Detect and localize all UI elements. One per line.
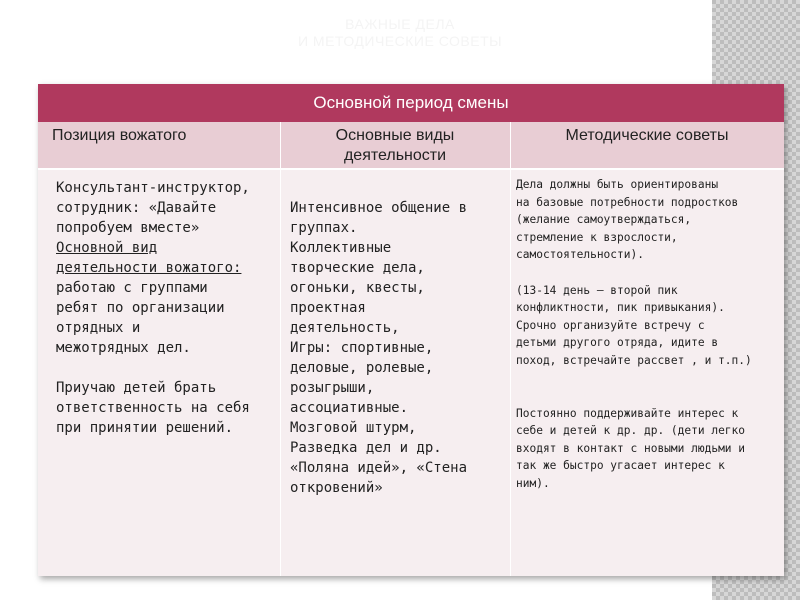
table-header: Основной период смены — [38, 84, 784, 122]
column-header-activities-line: Основные виды — [335, 127, 455, 144]
text-line: работаю с группами — [56, 280, 208, 296]
text-line: «Поляна идей», «Стена — [290, 460, 468, 476]
text-line: ассоциативные. — [290, 400, 409, 416]
column-header-activities — [280, 122, 510, 168]
text-line: Консультант-инструктор, — [56, 180, 250, 196]
text-line: группах. — [290, 220, 358, 236]
text-line: деловые, ролевые, — [290, 360, 434, 376]
text-line: ответственность на себя — [56, 400, 250, 416]
text-line: творческие дела, — [290, 260, 425, 276]
text-line: Коллективные — [290, 240, 392, 256]
text-line: сотрудник: «Давайте — [56, 200, 217, 216]
text-line: входят в контакт с новыми людьми и — [516, 441, 746, 455]
text-line: стремление к взрослости, — [516, 230, 678, 244]
slide-title-line-2: И МЕТОДИЧЕСКИЕ СОВЕТЫ — [297, 33, 503, 49]
text-line: себе и детей к др. др. (дети легко — [516, 424, 746, 438]
column-header-position: Позиция вожатого — [38, 122, 280, 168]
slide-title-line-1: ВАЖНЫЕ ДЕЛА — [345, 16, 455, 32]
text-line: межотрядных дел. — [56, 340, 191, 356]
text-line: Игры: спортивные, — [290, 340, 434, 356]
slide-title — [0, 16, 800, 50]
cell-methodical-advice — [510, 168, 784, 576]
text-line: попробуем вместе» — [56, 220, 200, 236]
text-line: огоньки, квесты, — [290, 280, 425, 296]
text-line: Мозговой штурм, — [290, 420, 417, 436]
column-header-activities-line: деятельности — [343, 147, 447, 164]
column-header-advice: Методические советы — [510, 122, 784, 168]
column-divider — [280, 122, 281, 576]
text-line: розыгрыши, — [290, 380, 375, 396]
text-line: при принятии решений. — [56, 420, 234, 436]
underlined-text-line: Основной вид — [56, 240, 158, 256]
text-line: (желание самоутверждаться, — [516, 213, 692, 227]
text-line: Срочно организуйте встречу с — [516, 318, 705, 332]
text-line: поход, встречайте рассвет , и т.п.) — [516, 353, 752, 367]
text-line: Интенсивное общение в — [290, 200, 468, 216]
text-line: отрядных и — [56, 320, 141, 336]
row-divider — [38, 168, 784, 170]
text-line: проектная — [290, 300, 366, 316]
text-line: ним). — [516, 476, 550, 490]
text-line: (13-14 день – второй пик — [516, 283, 678, 297]
text-line: Постоянно поддерживайте интерес к — [516, 406, 739, 420]
text-line: самостоятельности). — [516, 248, 644, 262]
text-line: откровений» — [290, 480, 383, 496]
text-line: на базовые потребности подростков — [516, 195, 739, 209]
text-line: Приучаю детей брать — [56, 380, 217, 396]
text-line: Разведка дел и др. — [290, 440, 442, 456]
text-line: детьми другого отряда, идите в — [516, 336, 719, 350]
text-line: конфликтности, пик привыкания). — [516, 301, 725, 315]
cell-counselor-position — [38, 168, 280, 576]
column-divider — [510, 122, 511, 576]
activities-table — [38, 84, 784, 576]
cell-main-activities — [280, 168, 510, 576]
text-line: Дела должны быть ориентированы — [516, 178, 719, 191]
text-line: ребят по организации — [56, 300, 225, 316]
text-line: так же быстро угасает интерес к — [516, 459, 725, 473]
text-line: деятельность, — [290, 320, 400, 336]
underlined-text-line: деятельности вожатого: — [56, 260, 242, 276]
